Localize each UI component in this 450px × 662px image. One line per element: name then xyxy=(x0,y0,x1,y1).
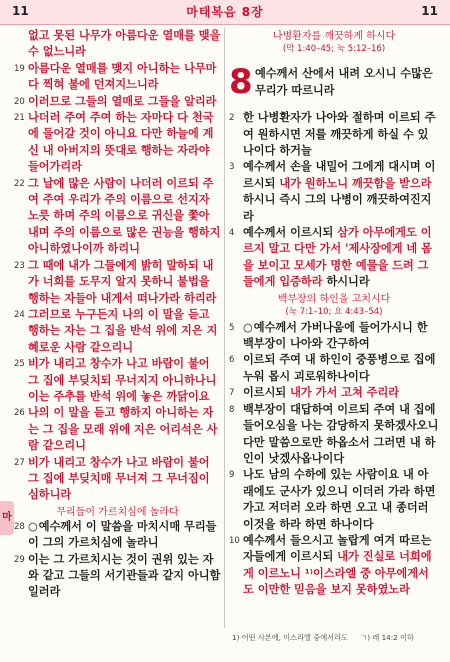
verse xyxy=(14,61,221,94)
section-heading: 나병환자를 깨끗하게 하시다 xyxy=(272,31,396,42)
verse xyxy=(14,28,221,61)
verse-text: 예수께서 산에서 내려 오시니 수많은 무리가 따르니라 xyxy=(255,67,433,97)
verse-text: 이는 그 가르치시는 것이 권위 있는 자와 같고 그들의 서기관들과 같지 아니함일러라 xyxy=(28,552,221,599)
verse-number: 23 xyxy=(14,260,25,271)
section-heading: 백부장의 하인을 고치시다 xyxy=(277,293,391,305)
chapter-opening-verse xyxy=(229,62,439,103)
verse-text: 이르되 주여 내 하인이 중풍병으로 집에 누워 몹시 괴로워하나이다 xyxy=(243,353,436,383)
verse-number: 22 xyxy=(14,178,25,189)
left-column xyxy=(14,28,221,601)
verse-number: 19 xyxy=(14,63,25,74)
words-of-jesus: 삼가 아무에게도 이르지 말고 다만 가서 '제사장에게 네 몸을 보이고 모세가 명한 예물을 드려 그들에게 입증하라 xyxy=(243,226,432,289)
verse xyxy=(229,402,439,468)
verse-number: 5 xyxy=(229,322,235,333)
paragraph-mark-icon: ○ xyxy=(28,519,38,533)
verse xyxy=(14,519,221,552)
verse-text: 예수께서 손을 내밀어 그에게 대시며 이르시되 xyxy=(243,160,436,190)
verse-number: 4 xyxy=(229,228,235,239)
verse-number: 10 xyxy=(229,535,240,546)
book-index-tab[interactable]: 마 xyxy=(0,501,14,535)
chapter-number: 8 xyxy=(229,62,253,103)
verse xyxy=(14,307,221,356)
verse-text: 이르시되 xyxy=(243,386,291,400)
verse xyxy=(229,159,439,225)
verse-number: 3 xyxy=(229,162,235,173)
verse-number: 7 xyxy=(229,388,235,399)
chapter-title: 마태복음 8장 xyxy=(186,5,264,19)
page-header xyxy=(0,0,450,25)
verse-text: 백부장이 대답하여 이르되 주여 내 집에 들어오심을 나는 감당하지 못하겠사오니 다만 말씀으로만 하옵소서 그러면 내 하인이 낫겠사옵나이다 xyxy=(243,402,439,465)
words-of-jesus: 그 때에 내가 그들에게 밝히 말하되 내가 너희를 도무지 알지 못하니 불법을 행하는 자들아 내게서 떠나가라 하리라 xyxy=(28,258,217,305)
verse-number: 25 xyxy=(14,359,25,370)
verse-text: 예수께서 가버나움에 들어가시니 한 백부장이 나아와 간구하여 xyxy=(243,320,428,351)
verse xyxy=(14,405,221,454)
words-of-jesus: 이러므로 그들의 열매로 그들을 알리라 xyxy=(28,94,217,108)
words-of-jesus: 내가 가서 고쳐 주리라 xyxy=(290,386,400,400)
verse-text: 예수께서 이르시되 xyxy=(243,226,338,240)
verse xyxy=(14,94,221,110)
verse xyxy=(14,552,221,601)
verse-number: 27 xyxy=(14,457,25,468)
verse xyxy=(229,352,439,385)
words-of-jesus: 내가 진실로 너희에게 이르노니 ¹⁾이스라엘 중 아무에게서도 이만한 믿음을 보지 못하였노라 xyxy=(243,550,432,597)
verse-text: 예수께서 들으시고 놀랍게 여겨 따르는 자들에게 이르시되 xyxy=(243,533,432,564)
verse-number: 29 xyxy=(14,554,25,565)
words-of-jesus: 비가 내리고 창수가 나고 바람이 불어 그 집에 부딪치되 무너지지 아니하나니 이는 주추를 반석 위에 놓은 까닭이요 xyxy=(28,357,217,403)
verse-number: 6 xyxy=(229,355,235,366)
verse xyxy=(14,110,221,176)
verse xyxy=(14,176,221,258)
words-of-jesus: 그러므로 누구든지 나의 이 말을 듣고 행하는 자는 그 집을 반석 위에 지은 지혜로운 사람 같으리니 xyxy=(28,307,218,354)
words-of-jesus: 나더러 주여 주여 하는 자마다 다 천국에 들어갈 것이 아니요 다만 하늘에 계신 내 아버지의 뜻대로 행하는 자라야 들어가리라 xyxy=(28,111,214,174)
words-of-jesus: 없고 못된 나무가 아름다운 열매를 맺을 수 없느니라 xyxy=(28,29,221,59)
words-of-jesus: 나의 이 말을 듣고 행하지 아니하는 자는 그 집을 모래 위에 지은 어리석은 사람 같으리니 xyxy=(28,406,218,453)
verse-number: 26 xyxy=(14,408,25,419)
footnote xyxy=(232,633,442,643)
section-heading: 무리들이 가르치심에 놀라다 xyxy=(56,506,179,518)
verse-number: 2 xyxy=(229,113,235,124)
verse xyxy=(14,455,221,504)
verse-number: 28 xyxy=(14,521,25,532)
verse xyxy=(229,533,439,599)
words-of-jesus: 그 날에 많은 사람이 나더러 이르되 주여 주여 우리가 주의 이름으로 선지자 노릇 하며 주의 이름으로 귀신을 쫓아 내며 주의 이름으로 많은 권능을 행하지 아니하였나이까 하리니 xyxy=(28,176,221,256)
page-number-left: 11 xyxy=(12,4,29,18)
verse xyxy=(14,258,221,307)
footnote-left: 1) 어떤 사본에, 이스라엘 중에서라도 xyxy=(232,633,349,642)
verse-number: 8 xyxy=(229,404,235,415)
verse-number: 24 xyxy=(14,309,25,320)
verse xyxy=(14,356,221,405)
paragraph-mark-icon: ○ xyxy=(243,320,253,334)
right-column xyxy=(229,28,439,599)
verse xyxy=(229,110,439,159)
verse-text: 하시니라 xyxy=(322,275,370,289)
verse xyxy=(229,225,439,291)
verse xyxy=(229,467,439,533)
verse-text: 하시니 즉시 그의 나병이 깨끗하여진지라 xyxy=(243,193,432,223)
verse-text: 예수께서 이 말씀을 마치시매 무리들이 그의 가르치심에 놀라니 xyxy=(28,519,217,550)
verse-number: 9 xyxy=(229,470,235,481)
page-number-right: 11 xyxy=(421,4,438,18)
verse-text: 한 나병환자가 나아와 절하며 이르되 주여 원하시면 저를 깨끗하게 하실 수 있나이다 하거늘 xyxy=(243,111,436,157)
verse xyxy=(229,385,439,401)
verse-text: 나도 남의 수하에 있는 사람이요 내 아래에도 군사가 있으니 이더러 가라 하면 가고 저더러 오라 하면 오고 내 종더러 이것을 하라 하면 하나이다 xyxy=(243,468,436,531)
section-reference: (막 1:40–45; 눅 5:12–16) xyxy=(282,44,386,54)
words-of-jesus: 아름다운 열매를 맺지 아니하는 나무마다 찍혀 불에 던져지느니라 xyxy=(28,61,217,92)
column-divider xyxy=(224,28,225,628)
verse-number: 21 xyxy=(14,113,25,124)
words-of-jesus: 내가 원하노니 깨끗함을 받으라 xyxy=(279,176,432,190)
verse xyxy=(229,320,439,353)
words-of-jesus: 비가 내리고 창수가 나고 바람이 불어 그 집에 부딪치매 무너져 그 무너짐이 심하니라 xyxy=(28,455,210,502)
verse-number: 20 xyxy=(14,96,25,107)
footnote-right: ㄱ) 레 14:2 이하 xyxy=(360,633,414,642)
section-reference: (눅 7:1–10; 요 4:43–54) xyxy=(285,306,383,317)
